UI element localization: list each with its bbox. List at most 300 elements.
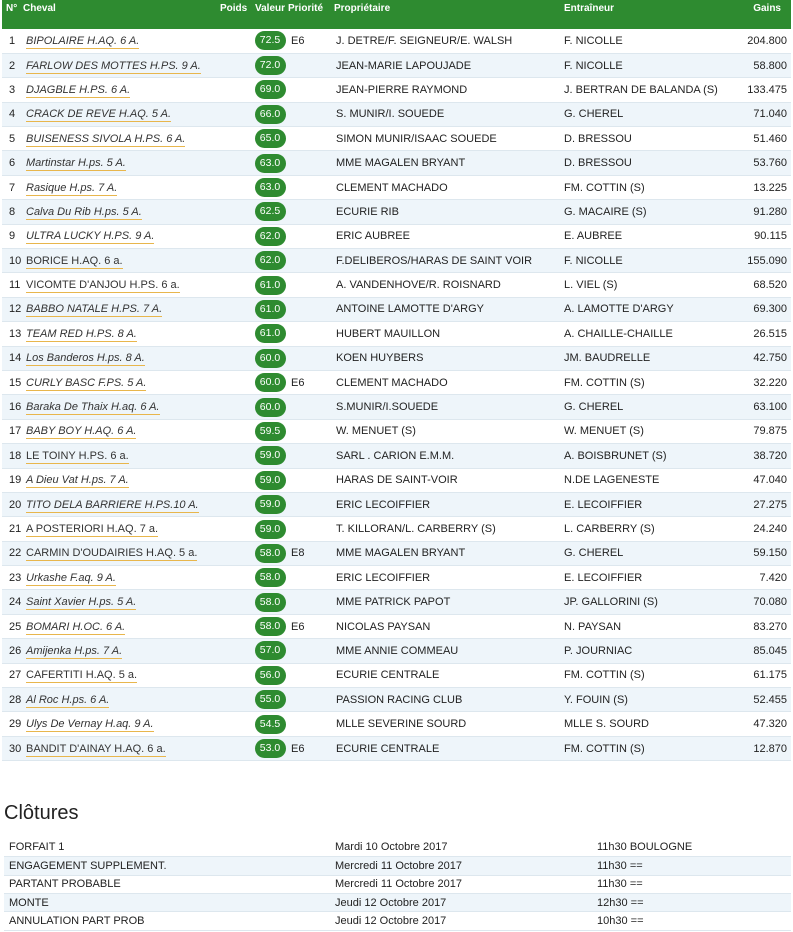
horse-name-link[interactable]: Baraka De Thaix H.aq. 6 A. xyxy=(26,401,160,414)
runner-weight xyxy=(220,322,252,346)
runner-horse-cell xyxy=(23,566,220,590)
value-badge: 60.0 xyxy=(255,349,286,368)
value-badge: 58.0 xyxy=(255,568,286,587)
value-badge: 57.0 xyxy=(255,641,286,660)
horse-name-link[interactable]: BUISENESS SIVOLA H.PS. 6 A. xyxy=(26,132,186,145)
table-row xyxy=(2,53,791,77)
value-badge: 56.0 xyxy=(255,666,286,685)
runner-number: 11 xyxy=(2,273,23,297)
closure-date: Jeudi 12 Octobre 2017 xyxy=(335,912,597,930)
runner-horse-cell xyxy=(23,370,220,394)
runner-weight xyxy=(220,395,252,419)
table-row xyxy=(2,200,791,224)
runner-priority xyxy=(288,566,334,590)
runner-earnings: 42.750 xyxy=(729,346,791,370)
runner-value-cell xyxy=(252,346,288,370)
horse-name-link[interactable]: A Dieu Vat H.ps. 7 A. xyxy=(26,474,129,487)
runner-trainer: F. NICOLLE xyxy=(564,53,729,77)
horse-name-link[interactable]: Urkashe F.aq. 9 A. xyxy=(26,571,116,584)
runner-value-cell xyxy=(252,322,288,346)
runner-horse-cell xyxy=(23,78,220,102)
runner-trainer: L. CARBERRY (S) xyxy=(564,517,729,541)
runner-trainer: E. LECOIFFIER xyxy=(564,566,729,590)
value-badge: 69.0 xyxy=(255,80,286,99)
runner-weight xyxy=(220,127,252,151)
value-badge: 55.0 xyxy=(255,690,286,709)
runner-earnings: 71.040 xyxy=(729,102,791,126)
horse-name-link[interactable]: FARLOW DES MOTTES H.PS. 9 A. xyxy=(26,59,201,72)
runner-priority xyxy=(288,127,334,151)
runner-earnings: 53.760 xyxy=(729,151,791,175)
table-row xyxy=(2,492,791,516)
runner-number: 18 xyxy=(2,444,23,468)
runner-number: 12 xyxy=(2,297,23,321)
runner-trainer: W. MENUET (S) xyxy=(564,419,729,443)
runner-weight xyxy=(220,468,252,492)
runner-earnings: 91.280 xyxy=(729,200,791,224)
closures-table xyxy=(4,838,791,930)
runner-value-cell xyxy=(252,127,288,151)
runner-value-cell xyxy=(252,541,288,565)
runner-weight xyxy=(220,590,252,614)
runner-number: 20 xyxy=(2,492,23,516)
runner-trainer: Y. FOUIN (S) xyxy=(564,688,729,712)
runner-horse-cell xyxy=(23,639,220,663)
runner-priority xyxy=(288,444,334,468)
runner-trainer: F. NICOLLE xyxy=(564,249,729,273)
closure-time: 12h30 == xyxy=(597,893,791,911)
horse-name-link[interactable]: ULTRA LUCKY H.PS. 9 A. xyxy=(26,230,155,243)
table-row xyxy=(2,370,791,394)
closure-time: 11h30 BOULOGNE xyxy=(597,838,791,856)
runner-weight xyxy=(220,566,252,590)
horse-name-link[interactable]: DJAGBLE H.PS. 6 A. xyxy=(26,83,131,96)
value-badge: 59.0 xyxy=(255,495,286,514)
runner-weight xyxy=(220,419,252,443)
runner-weight xyxy=(220,346,252,370)
closure-row xyxy=(4,893,791,911)
runner-earnings: 90.115 xyxy=(729,224,791,248)
value-badge: 59.0 xyxy=(255,471,286,490)
closure-date: Mardi 10 Octobre 2017 xyxy=(335,838,597,856)
runner-value-cell xyxy=(252,175,288,199)
runner-number: 9 xyxy=(2,224,23,248)
runner-value-cell xyxy=(252,78,288,102)
runner-horse-cell xyxy=(23,297,220,321)
closure-date: Mercredi 11 Octobre 2017 xyxy=(335,875,597,893)
table-row xyxy=(2,712,791,736)
runner-number: 21 xyxy=(2,517,23,541)
table-row xyxy=(2,566,791,590)
horse-name-link[interactable]: BIPOLAIRE H.AQ. 6 A. xyxy=(26,34,140,47)
runner-priority xyxy=(288,151,334,175)
runner-owner: T. KILLORAN/L. CARBERRY (S) xyxy=(334,517,564,541)
table-row xyxy=(2,541,791,565)
closures-body xyxy=(4,838,791,930)
runner-earnings: 85.045 xyxy=(729,639,791,663)
horse-name-link[interactable]: TITO DELA BARRIERE H.PS.10 A. xyxy=(26,498,199,511)
runner-owner: W. MENUET (S) xyxy=(334,419,564,443)
runner-trainer: F. NICOLLE xyxy=(564,29,729,53)
runner-priority xyxy=(288,175,334,199)
closure-label: ENGAGEMENT SUPPLEMENT. xyxy=(4,857,335,875)
value-badge: 58.0 xyxy=(255,593,286,612)
runner-earnings: 133.475 xyxy=(729,78,791,102)
runner-horse-cell xyxy=(23,541,220,565)
value-badge: 60.0 xyxy=(255,373,286,392)
runner-weight xyxy=(220,151,252,175)
horse-name-link[interactable]: Al Roc H.ps. 6 A. xyxy=(26,693,110,706)
closure-row xyxy=(4,912,791,930)
runner-trainer: MLLE S. SOURD xyxy=(564,712,729,736)
value-badge: 66.0 xyxy=(255,105,286,124)
runner-priority xyxy=(288,346,334,370)
runner-owner: F.DELIBEROS/HARAS DE SAINT VOIR xyxy=(334,249,564,273)
runner-priority xyxy=(288,639,334,663)
header-trainer: Entraîneur xyxy=(564,0,729,29)
horse-name-link[interactable]: TEAM RED H.PS. 8 A. xyxy=(26,327,137,340)
runner-trainer: L. VIEL (S) xyxy=(564,273,729,297)
runner-earnings: 12.870 xyxy=(729,736,791,760)
table-row xyxy=(2,419,791,443)
horse-name-link[interactable]: CAFERTITI H.AQ. 5 a. xyxy=(26,669,138,682)
runner-value-cell xyxy=(252,639,288,663)
runner-number: 27 xyxy=(2,663,23,687)
runner-weight xyxy=(220,614,252,638)
closure-row xyxy=(4,875,791,893)
runner-earnings: 63.100 xyxy=(729,395,791,419)
table-row xyxy=(2,736,791,760)
runner-number: 6 xyxy=(2,151,23,175)
value-badge: 59.0 xyxy=(255,446,286,465)
runners-header-row xyxy=(2,0,791,29)
horse-name-link[interactable]: BABBO NATALE H.PS. 7 A. xyxy=(26,303,163,316)
table-row xyxy=(2,468,791,492)
value-badge: 62.5 xyxy=(255,202,286,221)
runner-weight xyxy=(220,736,252,760)
runner-priority: E6 xyxy=(288,370,334,394)
runner-trainer: A. CHAILLE-CHAILLE xyxy=(564,322,729,346)
runner-weight xyxy=(220,78,252,102)
horse-name-link[interactable]: CRACK DE REVE H.AQ. 5 A. xyxy=(26,108,172,121)
table-row xyxy=(2,151,791,175)
runner-owner: HARAS DE SAINT-VOIR xyxy=(334,468,564,492)
runner-weight xyxy=(220,517,252,541)
runner-horse-cell xyxy=(23,29,220,53)
header-num: N° xyxy=(2,0,23,29)
closure-label: FORFAIT 1 xyxy=(4,838,335,856)
closure-label: ANNULATION PART PROB xyxy=(4,912,335,930)
runner-priority xyxy=(288,663,334,687)
runner-number: 8 xyxy=(2,200,23,224)
header-owner: Propriétaire xyxy=(334,0,564,29)
runner-priority xyxy=(288,468,334,492)
horse-name-link[interactable]: A POSTERIORI H.AQ. 7 a. xyxy=(26,523,159,535)
value-badge: 63.0 xyxy=(255,178,286,197)
runner-horse-cell xyxy=(23,224,220,248)
runner-value-cell xyxy=(252,151,288,175)
runner-priority xyxy=(288,102,334,126)
runner-earnings: 155.090 xyxy=(729,249,791,273)
runner-value-cell xyxy=(252,444,288,468)
runner-earnings: 70.080 xyxy=(729,590,791,614)
runners-body xyxy=(2,29,791,761)
table-row xyxy=(2,29,791,53)
header-weight: Poids xyxy=(220,0,252,29)
runner-weight xyxy=(220,297,252,321)
runner-horse-cell xyxy=(23,468,220,492)
horse-name-link[interactable]: Ulys De Vernay H.aq. 9 A. xyxy=(26,718,154,731)
runner-number: 14 xyxy=(2,346,23,370)
runner-horse-cell xyxy=(23,249,220,273)
horse-name-link[interactable]: CURLY BASC F.PS. 5 A. xyxy=(26,376,147,389)
runner-trainer: FM. COTTIN (S) xyxy=(564,175,729,199)
value-badge: 72.5 xyxy=(255,31,286,50)
runner-horse-cell xyxy=(23,614,220,638)
runner-priority xyxy=(288,224,334,248)
header-priority: Priorité xyxy=(288,0,334,29)
runner-horse-cell xyxy=(23,175,220,199)
runner-value-cell xyxy=(252,566,288,590)
runner-value-cell xyxy=(252,419,288,443)
runner-owner: MME MAGALEN BRYANT xyxy=(334,151,564,175)
runner-earnings: 79.875 xyxy=(729,419,791,443)
runner-trainer: E. AUBREE xyxy=(564,224,729,248)
runner-value-cell xyxy=(252,395,288,419)
table-row xyxy=(2,78,791,102)
runner-horse-cell xyxy=(23,53,220,77)
runner-weight xyxy=(220,53,252,77)
runner-value-cell xyxy=(252,517,288,541)
runner-owner: MME MAGALEN BRYANT xyxy=(334,541,564,565)
runner-earnings: 204.800 xyxy=(729,29,791,53)
runner-value-cell xyxy=(252,53,288,77)
runner-number: 29 xyxy=(2,712,23,736)
table-row xyxy=(2,590,791,614)
runner-number: 3 xyxy=(2,78,23,102)
runner-value-cell xyxy=(252,273,288,297)
runner-trainer: G. MACAIRE (S) xyxy=(564,200,729,224)
value-badge: 61.0 xyxy=(255,300,286,319)
runner-horse-cell xyxy=(23,736,220,760)
runner-owner: ERIC LECOIFFIER xyxy=(334,492,564,516)
runner-trainer: P. JOURNIAC xyxy=(564,639,729,663)
table-row xyxy=(2,249,791,273)
runner-weight xyxy=(220,370,252,394)
runner-number: 5 xyxy=(2,127,23,151)
runner-number: 28 xyxy=(2,688,23,712)
table-row xyxy=(2,273,791,297)
table-row xyxy=(2,322,791,346)
runner-value-cell xyxy=(252,370,288,394)
runner-weight xyxy=(220,541,252,565)
value-badge: 61.0 xyxy=(255,276,286,295)
runner-horse-cell xyxy=(23,346,220,370)
table-row xyxy=(2,663,791,687)
runner-earnings: 7.420 xyxy=(729,566,791,590)
runner-earnings: 59.150 xyxy=(729,541,791,565)
runner-horse-cell xyxy=(23,590,220,614)
runner-priority xyxy=(288,53,334,77)
runner-owner: JEAN-PIERRE RAYMOND xyxy=(334,78,564,102)
runner-horse-cell xyxy=(23,273,220,297)
runner-trainer: N.DE LAGENESTE xyxy=(564,468,729,492)
runner-trainer: G. CHEREL xyxy=(564,541,729,565)
runner-weight xyxy=(220,273,252,297)
runner-value-cell xyxy=(252,200,288,224)
table-row xyxy=(2,102,791,126)
closure-row xyxy=(4,838,791,856)
runner-weight xyxy=(220,688,252,712)
runner-owner: KOEN HUYBERS xyxy=(334,346,564,370)
runner-owner: CLEMENT MACHADO xyxy=(334,370,564,394)
runner-earnings: 32.220 xyxy=(729,370,791,394)
value-badge: 61.0 xyxy=(255,324,286,343)
closure-date: Mercredi 11 Octobre 2017 xyxy=(335,857,597,875)
value-badge: 62.0 xyxy=(255,227,286,246)
horse-name-link[interactable]: BABY BOY H.AQ. 6 A. xyxy=(26,425,137,438)
table-row xyxy=(2,175,791,199)
runner-owner: ERIC AUBREE xyxy=(334,224,564,248)
runner-weight xyxy=(220,224,252,248)
table-row xyxy=(2,688,791,712)
runner-priority xyxy=(288,395,334,419)
runner-horse-cell xyxy=(23,663,220,687)
horse-name-link[interactable]: Calva Du Rib H.ps. 5 A. xyxy=(26,205,142,218)
runner-priority xyxy=(288,297,334,321)
value-badge: 60.0 xyxy=(255,398,286,417)
runner-priority: E6 xyxy=(288,614,334,638)
runner-priority xyxy=(288,322,334,346)
horse-name-link[interactable]: Amijenka H.ps. 7 A. xyxy=(26,644,123,657)
runner-trainer: A. LAMOTTE D'ARGY xyxy=(564,297,729,321)
runner-number: 10 xyxy=(2,249,23,273)
runner-horse-cell xyxy=(23,444,220,468)
runner-number: 30 xyxy=(2,736,23,760)
closure-label: PARTANT PROBABLE xyxy=(4,875,335,893)
runner-owner: ECURIE CENTRALE xyxy=(334,736,564,760)
horse-name-link[interactable]: Rasique H.ps. 7 A. xyxy=(26,181,118,194)
runner-earnings: 13.225 xyxy=(729,175,791,199)
table-row xyxy=(2,346,791,370)
runner-horse-cell xyxy=(23,200,220,224)
runner-priority xyxy=(288,200,334,224)
runner-owner: JEAN-MARIE LAPOUJADE xyxy=(334,53,564,77)
runner-priority xyxy=(288,492,334,516)
runner-trainer: D. BRESSOU xyxy=(564,151,729,175)
runner-owner: MLLE SEVERINE SOURD xyxy=(334,712,564,736)
runner-trainer: G. CHEREL xyxy=(564,395,729,419)
closure-date: Jeudi 12 Octobre 2017 xyxy=(335,893,597,911)
runner-priority: E6 xyxy=(288,736,334,760)
runner-trainer: D. BRESSOU xyxy=(564,127,729,151)
table-row xyxy=(2,395,791,419)
runner-value-cell xyxy=(252,663,288,687)
runner-trainer: FM. COTTIN (S) xyxy=(564,663,729,687)
runners-table xyxy=(2,0,791,761)
runner-trainer: FM. COTTIN (S) xyxy=(564,736,729,760)
runner-value-cell xyxy=(252,249,288,273)
table-row xyxy=(2,614,791,638)
runner-earnings: 51.460 xyxy=(729,127,791,151)
closure-time: 11h30 == xyxy=(597,857,791,875)
horse-name-link[interactable]: LE TOINY H.PS. 6 a. xyxy=(26,449,129,462)
runner-earnings: 47.320 xyxy=(729,712,791,736)
horse-name-link[interactable]: BANDIT D'AINAY H.AQ. 6 a. xyxy=(26,742,166,755)
runner-owner: S.MUNIR/I.SOUEDE xyxy=(334,395,564,419)
horse-name-link[interactable]: Martinstar H.ps. 5 A. xyxy=(26,157,126,170)
runner-owner: HUBERT MAUILLON xyxy=(334,322,564,346)
runner-weight xyxy=(220,249,252,273)
runner-horse-cell xyxy=(23,102,220,126)
value-badge: 59.5 xyxy=(255,422,286,441)
runner-trainer: FM. COTTIN (S) xyxy=(564,370,729,394)
table-row xyxy=(2,297,791,321)
value-badge: 58.0 xyxy=(255,617,286,636)
runner-trainer: E. LECOIFFIER xyxy=(564,492,729,516)
runner-weight xyxy=(220,175,252,199)
horse-name-link[interactable]: VICOMTE D'ANJOU H.PS. 6 a. xyxy=(26,279,180,292)
runner-weight xyxy=(220,712,252,736)
runner-priority: E8 xyxy=(288,541,334,565)
value-badge: 72.0 xyxy=(255,56,286,75)
runner-owner: CLEMENT MACHADO xyxy=(334,175,564,199)
runner-owner: PASSION RACING CLUB xyxy=(334,688,564,712)
runner-priority xyxy=(288,590,334,614)
horse-name-link[interactable]: Saint Xavier H.ps. 5 A. xyxy=(26,596,137,609)
runner-weight xyxy=(220,639,252,663)
table-row xyxy=(2,127,791,151)
runner-value-cell xyxy=(252,590,288,614)
runner-horse-cell xyxy=(23,395,220,419)
runner-owner: J. DETRE/F. SEIGNEUR/E. WALSH xyxy=(334,29,564,53)
table-row xyxy=(2,224,791,248)
runner-weight xyxy=(220,102,252,126)
header-horse: Cheval xyxy=(23,0,220,29)
value-badge: 58.0 xyxy=(255,544,286,563)
runner-owner: ECURIE RIB xyxy=(334,200,564,224)
runner-number: 4 xyxy=(2,102,23,126)
runner-number: 17 xyxy=(2,419,23,443)
runner-horse-cell xyxy=(23,492,220,516)
table-row xyxy=(2,444,791,468)
runner-value-cell xyxy=(252,614,288,638)
value-badge: 63.0 xyxy=(255,154,286,173)
runner-weight xyxy=(220,444,252,468)
runner-priority xyxy=(288,712,334,736)
runner-owner: A. VANDENHOVE/R. ROISNARD xyxy=(334,273,564,297)
horse-name-link[interactable]: Los Banderos H.ps. 8 A. xyxy=(26,352,145,365)
runner-value-cell xyxy=(252,29,288,53)
runner-earnings: 24.240 xyxy=(729,517,791,541)
runner-owner: MME ANNIE COMMEAU xyxy=(334,639,564,663)
horse-name-link[interactable]: BOMARI H.OC. 6 A. xyxy=(26,620,126,633)
value-badge: 65.0 xyxy=(255,129,286,148)
horse-name-link[interactable]: BORICE H.AQ. 6 a. xyxy=(26,254,123,267)
runner-trainer: JP. GALLORINI (S) xyxy=(564,590,729,614)
horse-name-link[interactable]: CARMIN D'OUDAIRIES H.AQ. 5 a. xyxy=(26,547,198,560)
runner-earnings: 69.300 xyxy=(729,297,791,321)
closures-title: Clôtures xyxy=(4,802,79,825)
runner-number: 24 xyxy=(2,590,23,614)
closure-time: 10h30 == xyxy=(597,912,791,930)
runner-number: 22 xyxy=(2,541,23,565)
runner-horse-cell xyxy=(23,151,220,175)
runner-earnings: 26.515 xyxy=(729,322,791,346)
runner-weight xyxy=(220,29,252,53)
runner-priority xyxy=(288,78,334,102)
runner-priority xyxy=(288,249,334,273)
